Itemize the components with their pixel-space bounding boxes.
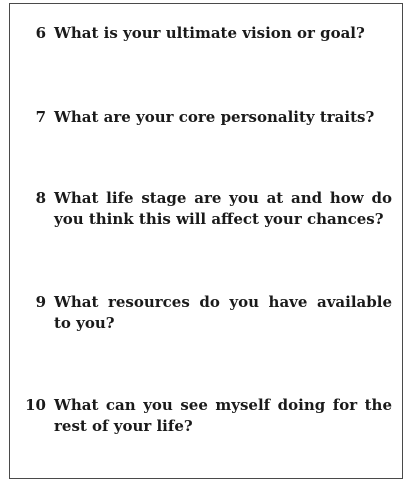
question-number: 9 (35, 293, 46, 311)
question-text: What is your ultimate vision or goal? (54, 24, 365, 42)
question-text: What can you see myself doing for the rest of your life? (54, 396, 392, 435)
question-text: What are your core personality traits? (54, 108, 375, 126)
question-text: What life stage are you at and how do you think this will affect your chances? (54, 189, 392, 228)
worksheet-frame (9, 3, 403, 479)
question-number: 7 (35, 108, 46, 126)
question-text: What resources do you have available to you? (54, 293, 392, 332)
question-number: 6 (35, 24, 46, 42)
question-number: 8 (35, 189, 46, 207)
question-number: 10 (25, 396, 46, 414)
